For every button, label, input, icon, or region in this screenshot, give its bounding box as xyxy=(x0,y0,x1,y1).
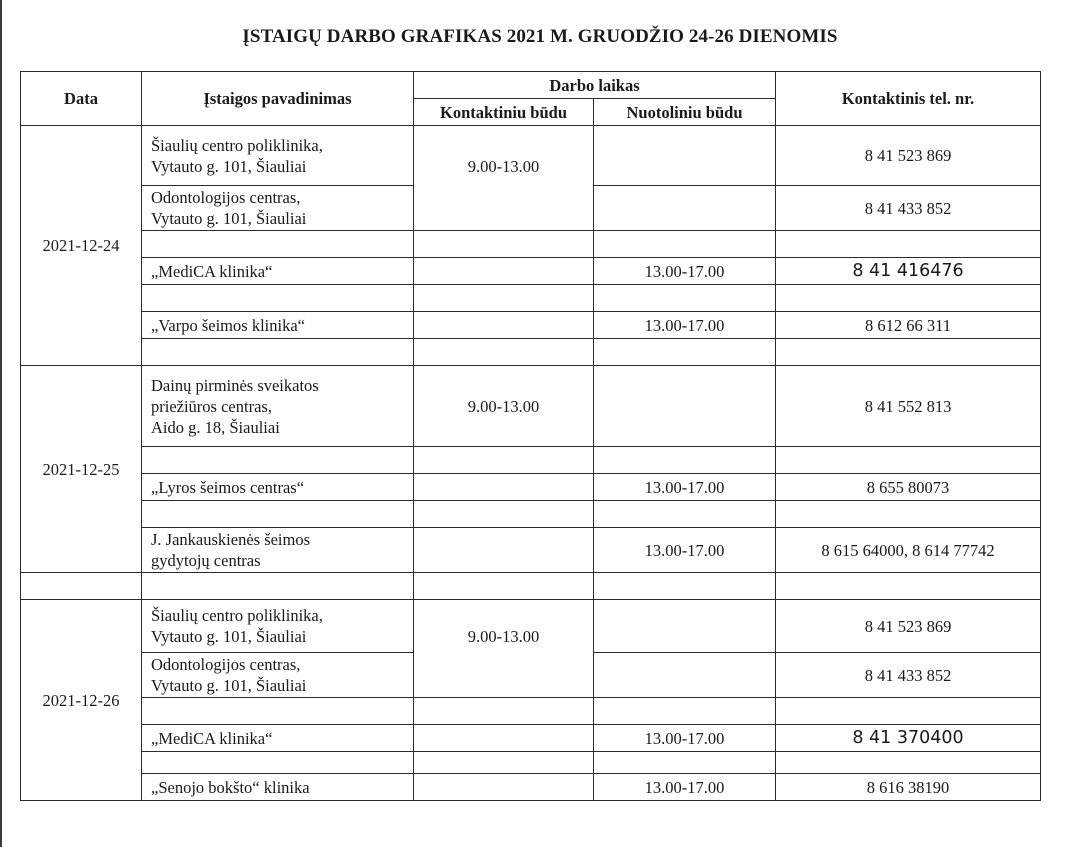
phone-number: 8 612 66 311 xyxy=(776,312,1041,339)
document-title: ĮSTAIGŲ DARBO GRAFIKAS 2021 M. GRUODŽIO 24-26 DIENOMIS xyxy=(242,26,838,47)
contact-hours: 9.00-13.00 xyxy=(414,600,594,698)
institution-name: Šiaulių centro poliklinika, Vytauto g. 101, Šiauliai xyxy=(142,126,414,186)
contact-hours: 9.00-13.00 xyxy=(414,126,594,231)
remote-hours: 13.00-17.00 xyxy=(594,474,776,501)
table-row xyxy=(21,258,1041,285)
institution-name: J. Jankauskienės šeimos gydytojų centras xyxy=(142,528,414,573)
header-remote-mode: Nuotoliniu būdu xyxy=(594,99,776,126)
institution-name: Odontologijos centras, Vytauto g. 101, Šiauliai xyxy=(142,186,414,231)
institution-name: „MediCA klinika“ xyxy=(142,258,414,285)
table-row xyxy=(21,126,1041,186)
spacer-row xyxy=(21,285,1041,312)
table-row xyxy=(21,600,1041,653)
institution-name: „Lyros šeimos centras“ xyxy=(142,474,414,501)
spacer-row xyxy=(21,752,1041,774)
phone-number: 8 41 433 852 xyxy=(776,186,1041,231)
table-row xyxy=(21,774,1041,801)
page-edge xyxy=(0,0,2,847)
header-phone: Kontaktinis tel. nr. xyxy=(776,72,1041,126)
table-row xyxy=(21,312,1041,339)
header-work-time: Darbo laikas xyxy=(414,72,776,99)
remote-hours: 13.00-17.00 xyxy=(594,774,776,801)
spacer-row xyxy=(21,447,1041,474)
remote-hours: 13.00-17.00 xyxy=(594,528,776,573)
phone-number: 8 41 523 869 xyxy=(776,126,1041,186)
remote-hours xyxy=(594,366,776,447)
header-contact-mode: Kontaktiniu būdu xyxy=(414,99,594,126)
remote-hours: 13.00-17.00 xyxy=(594,258,776,285)
phone-number: 8 41 370400 xyxy=(776,725,1041,752)
institution-name: „Senojo bokšto“ klinika xyxy=(142,774,414,801)
remote-hours xyxy=(594,600,776,653)
remote-hours xyxy=(594,186,776,231)
remote-hours xyxy=(594,653,776,698)
table-row xyxy=(21,725,1041,752)
date-cell: 2021-12-26 xyxy=(21,600,142,801)
phone-number: 8 615 64000, 8 614 77742 xyxy=(776,528,1041,573)
remote-hours: 13.00-17.00 xyxy=(594,312,776,339)
phone-number: 8 41 433 852 xyxy=(776,653,1041,698)
table-row xyxy=(21,528,1041,573)
schedule-table xyxy=(20,71,1041,801)
institution-name: „Varpo šeimos klinika“ xyxy=(142,312,414,339)
table-row xyxy=(21,474,1041,501)
phone-number: 8 616 38190 xyxy=(776,774,1041,801)
institution-name: Odontologijos centras, Vytauto g. 101, Šiauliai xyxy=(142,653,414,698)
institution-name: „MediCA klinika“ xyxy=(142,725,414,752)
contact-hours: 9.00-13.00 xyxy=(414,366,594,447)
header-date: Data xyxy=(21,72,142,126)
institution-name: Šiaulių centro poliklinika, Vytauto g. 101, Šiauliai xyxy=(142,600,414,653)
table-row xyxy=(21,366,1041,447)
institution-name: Dainų pirminės sveikatos priežiūros centras, Aido g. 18, Šiauliai xyxy=(142,366,414,447)
spacer-row xyxy=(21,231,1041,258)
spacer-row xyxy=(21,501,1041,528)
header-name: Įstaigos pavadinimas xyxy=(142,72,414,126)
phone-number: 8 41 552 813 xyxy=(776,366,1041,447)
spacer-row xyxy=(21,573,1041,600)
remote-hours xyxy=(594,126,776,186)
date-cell: 2021-12-24 xyxy=(21,126,142,366)
date-cell: 2021-12-25 xyxy=(21,366,142,573)
phone-number: 8 655 80073 xyxy=(776,474,1041,501)
spacer-row xyxy=(21,698,1041,725)
phone-number: 8 41 416476 xyxy=(776,258,1041,285)
remote-hours: 13.00-17.00 xyxy=(594,725,776,752)
spacer-row xyxy=(21,339,1041,366)
phone-number: 8 41 523 869 xyxy=(776,600,1041,653)
